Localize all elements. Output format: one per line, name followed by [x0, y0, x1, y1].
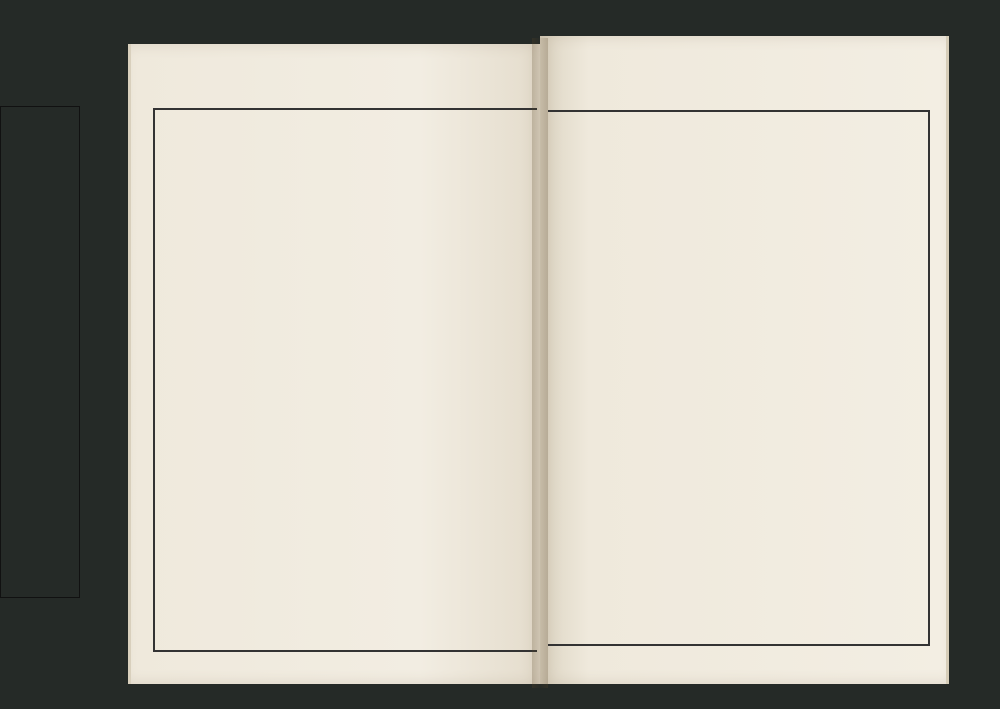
left-page-frame [153, 108, 537, 652]
right-page-frame [548, 110, 930, 646]
left-page [128, 44, 543, 684]
color-calibration-chart [0, 106, 80, 598]
right-page [540, 36, 949, 684]
open-book [128, 36, 950, 686]
book-gutter [532, 38, 548, 688]
